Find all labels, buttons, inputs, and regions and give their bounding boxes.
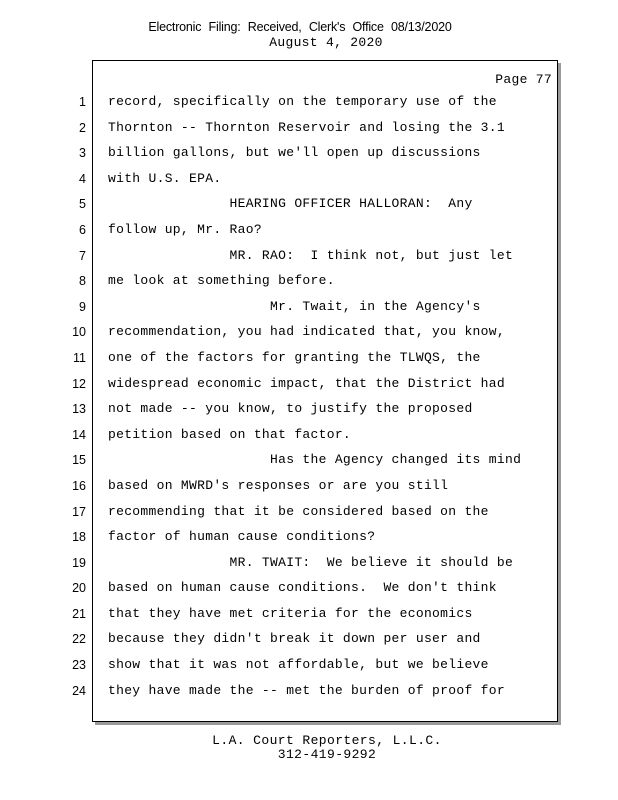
transcript-line: me look at something before. (108, 273, 335, 289)
line-number: 15 (72, 453, 86, 468)
transcript-line: based on MWRD's responses or are you still (108, 477, 449, 493)
line-number: 2 (79, 120, 86, 135)
line-number: 6 (79, 222, 86, 237)
line-number: 5 (79, 197, 86, 212)
reporter-phone: 312-419-9292 (277, 747, 377, 762)
transcript-line: recommending that it be considered based on the (108, 503, 489, 519)
transcript-line: MR. TWAIT: We believe it should be (108, 554, 514, 570)
transcript-line: HEARING OFFICER HALLORAN: Any (108, 196, 473, 212)
line-number: 20 (72, 581, 86, 596)
transcript-line: Mr. Twait, in the Agency's (108, 298, 481, 314)
line-number: 16 (72, 478, 86, 493)
transcript-line: billion gallons, but we'll open up discussions (108, 145, 481, 161)
line-number: 23 (72, 658, 86, 673)
line-number: 22 (72, 632, 86, 647)
line-number: 21 (72, 606, 86, 621)
transcript-line: one of the factors for granting the TLWQS, the (108, 349, 481, 365)
line-number: 13 (72, 402, 86, 417)
transcript-line: petition based on that factor. (108, 426, 352, 442)
line-number: 1 (79, 95, 86, 109)
transcript-line: follow up, Mr. Rao? (108, 221, 262, 237)
transcript-line: with U.S. EPA. (108, 170, 222, 186)
reporter-company: L.A. Court Reporters, L.L.C. (212, 733, 442, 748)
transcript-line: Has the Agency changed its mind (108, 452, 522, 468)
transcript-line: based on human cause conditions. We don't think (108, 580, 497, 596)
transcript-line: factor of human cause conditions? (108, 529, 376, 545)
line-number-column (58, 92, 86, 706)
transcript-body (108, 92, 553, 706)
transcript-line: because they didn't break it down per user and (108, 631, 481, 647)
hearing-date: August 4, 2020 (269, 35, 383, 50)
page-number: Page 77 (495, 72, 552, 87)
line-number: 7 (79, 248, 86, 263)
transcript-line: they have made the -- met the burden of proof for (108, 682, 505, 698)
line-number: 18 (72, 530, 86, 545)
line-number: 19 (72, 555, 86, 570)
line-number: 10 (72, 325, 86, 340)
transcript-line: not made -- you know, to justify the proposed (108, 401, 473, 417)
line-number: 11 (73, 350, 86, 365)
transcript-line: recommendation, you had indicated that, you know, (108, 324, 505, 340)
transcript-line: that they have met criteria for the economics (108, 605, 473, 621)
line-number: 9 (79, 299, 86, 314)
line-number: 12 (72, 376, 86, 391)
line-number: 3 (79, 146, 86, 161)
line-number: 4 (79, 171, 86, 186)
transcript-line: record, specifically on the temporary use of the (108, 94, 497, 109)
filing-stamp: Electronic Filing: Received, Clerk's Office 08/13/2020 (148, 20, 452, 34)
transcript-line: show that it was not affordable, but we believe (108, 657, 489, 673)
transcript-line: MR. RAO: I think not, but just let (108, 247, 514, 263)
line-number: 17 (72, 504, 86, 519)
line-number: 8 (79, 274, 86, 289)
transcript-line: widespread economic impact, that the District had (108, 375, 505, 391)
line-number: 14 (72, 427, 86, 442)
line-number: 24 (72, 683, 86, 698)
transcript-line: Thornton -- Thornton Reservoir and losing the 3.1 (108, 119, 505, 135)
